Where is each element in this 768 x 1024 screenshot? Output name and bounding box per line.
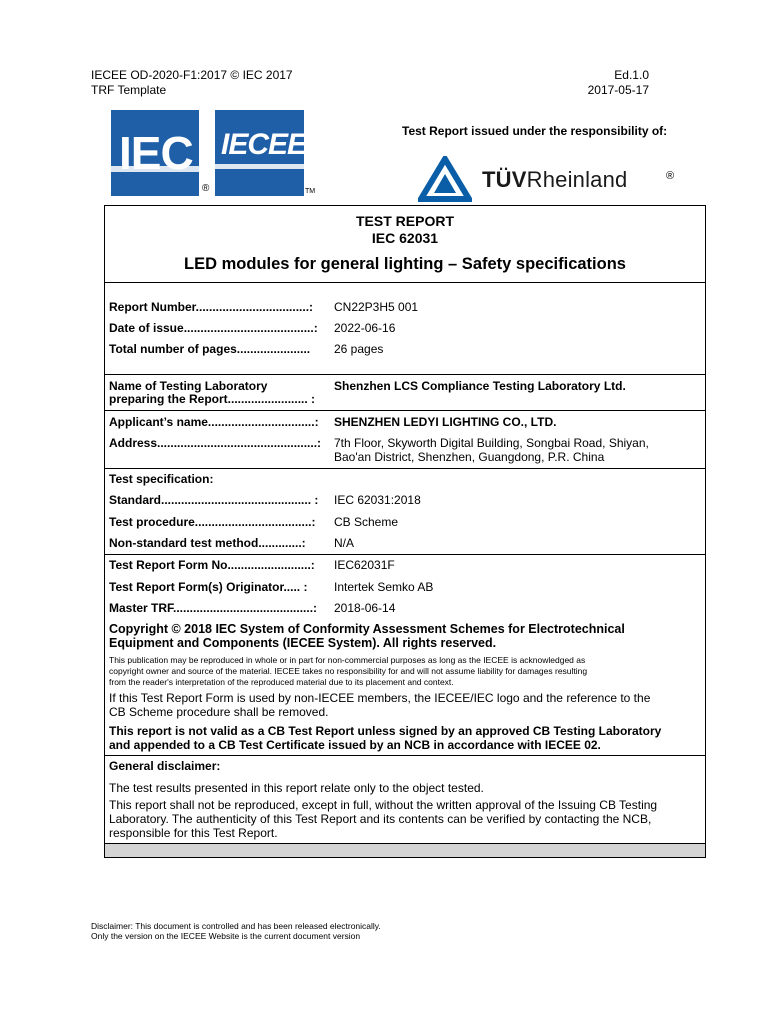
test-spec-heading: Test specification:	[109, 472, 214, 486]
iecee-logo	[215, 110, 307, 196]
header-date: 2017-05-17	[587, 83, 649, 97]
non-standard-method-value: N/A	[334, 536, 355, 550]
total-pages-label: Total number of pages......................	[109, 342, 311, 356]
address-line-2: Bao'an District, Shenzhen, Guangdong, P.R. China	[334, 450, 605, 464]
document-header-right	[588, 68, 649, 98]
validity-notice-2: and appended to a CB Test Certificate issued by an NCB in accordance with IECEE 02.	[109, 738, 601, 752]
responsibility-statement: Test Report issued under the responsibility of:	[402, 124, 668, 138]
trf-originator-value: Intertek Semko AB	[334, 580, 434, 594]
copyright-notice-3: from the reader's interpretation of the reproduced material due to its placement and context.	[109, 677, 454, 687]
document-header-left	[91, 68, 293, 98]
master-trf-value: 2018-06-14	[334, 601, 396, 615]
non-member-notice-2: CB Scheme procedure shall be removed.	[109, 705, 329, 719]
tuv-logo-part2: Rheinland	[526, 167, 628, 192]
total-pages-value: 26 pages	[334, 342, 384, 356]
general-disclaimer-heading: General disclaimer:	[109, 759, 221, 773]
box-bottom-bar	[105, 843, 705, 857]
address-line-1: 7th Floor, Skyworth Digital Building, Songbai Road, Shiyan,	[334, 436, 649, 450]
tuv-rheinland-logo	[482, 167, 628, 193]
standard-label: Standard............................................. :	[109, 493, 319, 507]
date-of-issue-label: Date of issue.......................................:	[109, 321, 318, 335]
footer-line-1: Disclaimer: This document is controlled and has been released electronically.	[91, 921, 381, 931]
test-procedure-label: Test procedure...................................:	[109, 515, 316, 529]
copyright-notice-1: This publication may be reproduced in whole or in part for non-commercial purposes as long as the IECEE is acknowledged as	[109, 655, 586, 665]
report-number-label: Report Number..................................:	[109, 300, 314, 314]
trf-number-value: IEC62031F	[334, 558, 395, 572]
section-divider	[105, 374, 705, 375]
section-divider	[105, 755, 705, 756]
header-edition: Ed.1.0	[614, 68, 649, 82]
iecee-logo-text: IECEE	[221, 128, 307, 161]
section-divider	[105, 410, 705, 411]
report-cover-box	[104, 205, 706, 858]
iecee-trademark: TM	[305, 188, 316, 195]
lab-name-value: Shenzhen LCS Compliance Testing Laboratory Ltd.	[334, 379, 626, 393]
section-divider	[105, 554, 705, 555]
header-doc-ref: IECEE OD-2020-F1:2017 © IEC 2017	[91, 68, 293, 82]
trf-originator-label: Test Report Form(s) Originator..... :	[109, 580, 308, 594]
tuv-logo-part1: TÜV	[482, 167, 527, 192]
disclaimer-line-3: Laboratory. The authenticity of this Test Report and its contents can be verified by contacting the NCB,	[109, 812, 652, 826]
lab-name-label: Name of Testing Laboratory	[109, 379, 268, 393]
section-divider	[105, 282, 705, 283]
footer-line-2: Only the version on the IECEE Website is the current document version	[91, 931, 361, 941]
validity-notice-1: This report is not valid as a CB Test Report unless signed by an approved CB Testing Laboratory	[109, 724, 662, 738]
report-title: TEST REPORT	[355, 213, 454, 229]
address-label: Address................................................:	[109, 436, 322, 450]
header-template-name: TRF Template	[91, 83, 167, 97]
test-procedure-value: CB Scheme	[334, 515, 399, 529]
iec-registered-mark: ®	[202, 183, 210, 194]
iec-logo	[111, 110, 199, 196]
section-divider	[105, 468, 705, 469]
master-trf-label: Master TRF..........................................:	[109, 601, 318, 615]
copyright-notice-2: copyright owner and source of the material. IECEE takes no responsibility for and will not assume liability for damages resulting	[109, 666, 588, 676]
non-standard-method-label: Non-standard test method.............:	[109, 536, 306, 550]
applicant-name-value: SHENZHEN LEDYI LIGHTING CO., LTD.	[334, 415, 557, 429]
disclaimer-line-1: The test results presented in this report relate only to the object tested.	[109, 781, 484, 795]
disclaimer-line-2: This report shall not be reproduced, except in full, without the written approval of the Issuing CB Testing	[109, 798, 658, 812]
page-footer	[91, 921, 381, 941]
lab-name-label-cont: preparing the Report........................ :	[109, 392, 316, 406]
tuv-registered-mark: ®	[666, 170, 675, 182]
applicant-name-label: Applicant’s name................................:	[109, 415, 319, 429]
date-of-issue-value: 2022-06-16	[334, 321, 396, 335]
tuv-triangle-icon	[418, 156, 472, 202]
copyright-line-1: Copyright © 2018 IEC System of Conformity Assessment Schemes for Electrotechnical	[109, 622, 625, 636]
copyright-line-2: Equipment and Components (IECEE System). All rights reserved.	[109, 636, 497, 650]
standard-value: IEC 62031:2018	[334, 493, 421, 507]
non-member-notice-1: If this Test Report Form is used by non-IECEE members, the IECEE/IEC logo and the reference to the	[109, 691, 651, 705]
report-standard-title: IEC 62031	[371, 230, 439, 246]
report-subject-title: LED modules for general lighting – Safety specifications	[184, 255, 626, 273]
disclaimer-line-4: responsible for this Test Report.	[109, 826, 278, 840]
report-number-value: CN22P3H5 001	[334, 300, 419, 314]
iec-logo-text: IEC	[119, 127, 193, 179]
trf-number-label: Test Report Form No.........................:	[109, 558, 315, 572]
